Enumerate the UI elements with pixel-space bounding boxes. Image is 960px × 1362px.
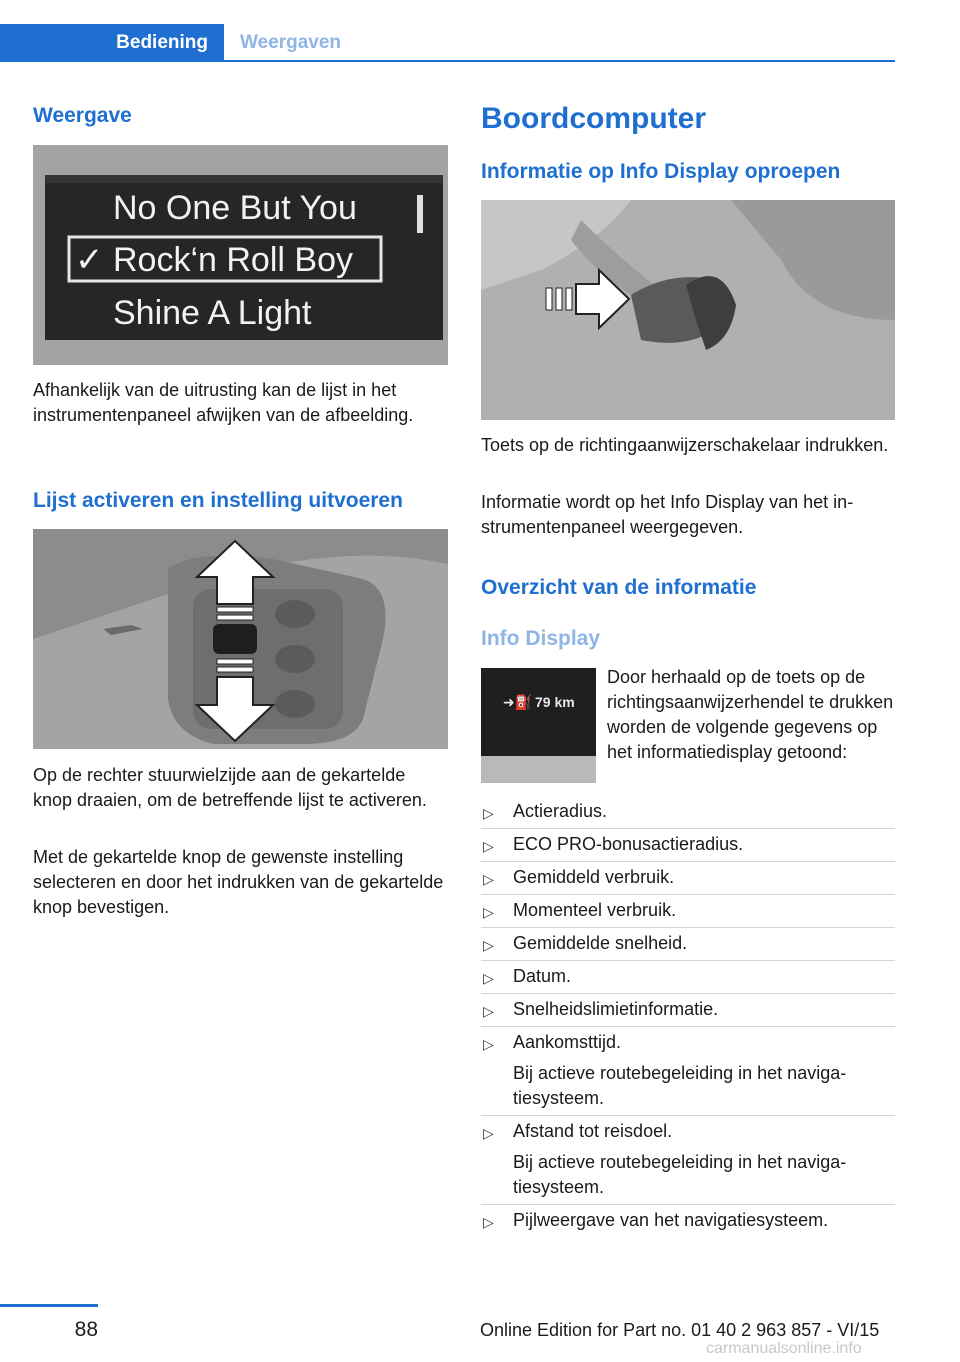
- triangle-bullet-icon: ▷: [483, 904, 494, 920]
- edition-text: Online Edition for Part no. 01 40 2 963 857 - VI/15: [480, 1320, 880, 1340]
- para-rotate-knob: Op de rechter stuurwielzijde aan de gekartelde knop draaien, om de betreffende lijst te activeren.: [33, 765, 427, 810]
- range-reading: 79 km: [535, 694, 575, 710]
- para-press-button: Toets op de richtingaanwijzerschakelaar indrukken.: [481, 435, 889, 455]
- list-item: ▷ Momenteel verbruik.: [481, 895, 895, 928]
- triangle-bullet-icon: ▷: [483, 1125, 494, 1141]
- para-repeat-press: Door herhaald op de toets op de richtingsaanwijzerhendel te drukken worden de volgende gegevens op het informatiedisplay getoond:: [607, 667, 894, 762]
- watermark: carmanualsonline.info: [706, 1340, 862, 1357]
- heading-info-display: Info Display: [481, 627, 601, 650]
- triangle-bullet-icon: ▷: [483, 805, 494, 821]
- header-tabbar: [0, 24, 895, 62]
- info-list: [481, 796, 895, 1237]
- triangle-bullet-icon: ▷: [483, 1003, 494, 1019]
- triangle-bullet-icon: ▷: [483, 937, 494, 953]
- turn-signal-lever-illustration: [481, 200, 895, 420]
- triangle-bullet-icon: ▷: [483, 1036, 494, 1052]
- tab-weergaven[interactable]: Weergaven: [240, 32, 342, 53]
- display-list-item-2: Rock‘n Roll Boy: [113, 241, 353, 279]
- list-item: ▷ Gemiddeld verbruik.: [481, 862, 895, 895]
- list-item: ▷ Actieradius.: [481, 796, 895, 829]
- display-list-figure: [33, 145, 448, 365]
- list-item: ▷ Afstand tot reisdoel. Bij actieve routebegeleiding in het navigatiesysteem.: [481, 1116, 895, 1205]
- para-info-shown: Informatie wordt op het Info Display van het instrumentenpaneel weergegeven.: [481, 492, 854, 537]
- turn-signal-figure: [481, 200, 895, 420]
- triangle-bullet-icon: ▷: [483, 1214, 494, 1230]
- display-list-check-mark: ✓: [75, 241, 104, 279]
- list-item: ▷ Pijlweergave van het navigatiesysteem.: [481, 1205, 895, 1237]
- list-item: ▷ Aankomsttijd. Bij actieve routebegeleiding in het navigatiesysteem.: [481, 1027, 895, 1116]
- footer-rule: [0, 1304, 98, 1307]
- fuel-pump-icon: ➜⛽: [503, 694, 533, 710]
- display-list-screen: [33, 145, 448, 365]
- heading-activate-list: Lijst activeren en instelling uitvoeren: [33, 489, 403, 512]
- heading-boordcomputer: Boordcomputer: [481, 102, 706, 135]
- list-item: ▷ Snelheidslimietinformatie.: [481, 994, 895, 1027]
- list-item: ▷ Gemiddelde snelheid.: [481, 928, 895, 961]
- info-display-thumbnail: [481, 668, 596, 783]
- list-item: ▷ ECO PRO-bonusactieradius.: [481, 829, 895, 862]
- list-item-note: Bij actieve routebegeleiding in het navigatiesysteem.: [513, 1152, 847, 1197]
- page-number: 88: [74, 1318, 98, 1341]
- list-item: ▷ Datum.: [481, 961, 895, 994]
- triangle-bullet-icon: ▷: [483, 838, 494, 854]
- heading-weergave: Weergave: [33, 104, 132, 127]
- list-item-note: Bij actieve routebegeleiding in het navigatiesysteem.: [513, 1063, 847, 1108]
- triangle-bullet-icon: ▷: [483, 970, 494, 986]
- display-list-item-3: Shine A Light: [113, 294, 312, 332]
- info-display-screen: [481, 668, 596, 756]
- heading-overview: Overzicht van de informatie: [481, 576, 757, 599]
- steering-wheel-knob-illustration: [33, 529, 448, 749]
- heading-info-display-call: Informatie op Info Display oproepen: [481, 160, 841, 183]
- display-list-item-1: No One But You: [113, 189, 357, 227]
- para-display-varies: Afhankelijk van de uitrusting kan de lijst in het instrumentenpaneel afwijken van de afbeelding.: [33, 380, 414, 425]
- tab-bediening[interactable]: Bediening: [0, 24, 224, 62]
- steering-wheel-figure: [33, 529, 448, 749]
- triangle-bullet-icon: ▷: [483, 871, 494, 887]
- para-confirm-setting: Met de gekartelde knop de gewenste instelling selecteren en door het indrukken van de gekartelde knop bevestigen.: [33, 847, 444, 917]
